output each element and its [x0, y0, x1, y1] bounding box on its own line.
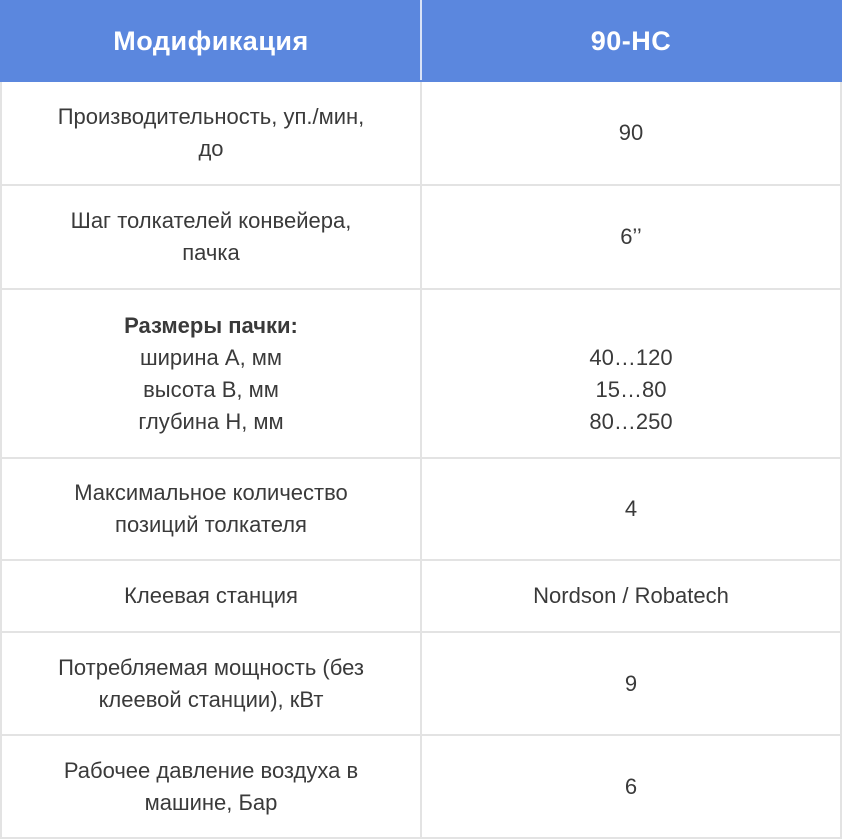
- value-cell: [421, 632, 841, 735]
- param-line: до: [198, 136, 224, 161]
- param-title: Размеры пачки:: [124, 312, 298, 338]
- table-row: [1, 81, 841, 185]
- value-line: 80…250: [589, 408, 673, 434]
- value-cell: [421, 81, 841, 185]
- param-line: глубина Н, мм: [138, 408, 284, 434]
- table-row: [1, 185, 841, 289]
- header-model-cell: 90-HC: [421, 1, 841, 81]
- value-line: 4: [624, 496, 638, 521]
- param-line: Потребляемая мощность (без: [58, 654, 364, 680]
- value-line: Nordson / Robatech: [533, 583, 729, 608]
- param-cell: [1, 735, 421, 838]
- param-line: пачка: [182, 240, 240, 265]
- value-line: 40…120: [589, 344, 673, 370]
- value-cell: [421, 185, 841, 289]
- param-line: Производительность, уп./мин,: [57, 104, 365, 129]
- value-cell: [421, 289, 841, 458]
- value-cell: [421, 735, 841, 838]
- param-line: высота В, мм: [143, 376, 279, 402]
- param-line: Шаг толкателей конвейера,: [70, 208, 352, 233]
- param-line: позиций толкателя: [115, 512, 307, 537]
- param-cell: [1, 632, 421, 735]
- table-row: [1, 735, 841, 838]
- param-cell: [1, 81, 421, 185]
- param-cell: [1, 560, 421, 632]
- param-cell: [1, 185, 421, 289]
- value-line: 90: [618, 120, 644, 145]
- value-cell: [421, 560, 841, 632]
- value-line: 6: [624, 773, 638, 799]
- param-line: Рабочее давление воздуха в: [63, 757, 359, 783]
- value-line: 15…80: [595, 376, 667, 402]
- value-cell: [421, 458, 841, 560]
- table-header-row: [1, 1, 841, 81]
- param-line: Максимальное количество: [74, 480, 348, 505]
- table-row: [1, 560, 841, 632]
- table-row: [1, 289, 841, 458]
- value-line: 6’’: [620, 224, 642, 249]
- table-row: [1, 632, 841, 735]
- table-row: [1, 458, 841, 560]
- param-line: клеевой станции), кВт: [98, 686, 324, 712]
- param-cell: [1, 458, 421, 560]
- param-line: Клеевая станция: [124, 583, 298, 608]
- param-line: ширина А, мм: [139, 344, 283, 370]
- header-param-cell: Модификация: [1, 1, 421, 81]
- param-cell: [1, 289, 421, 458]
- value-line: 9: [624, 670, 638, 696]
- param-line: машине, Бар: [144, 789, 278, 815]
